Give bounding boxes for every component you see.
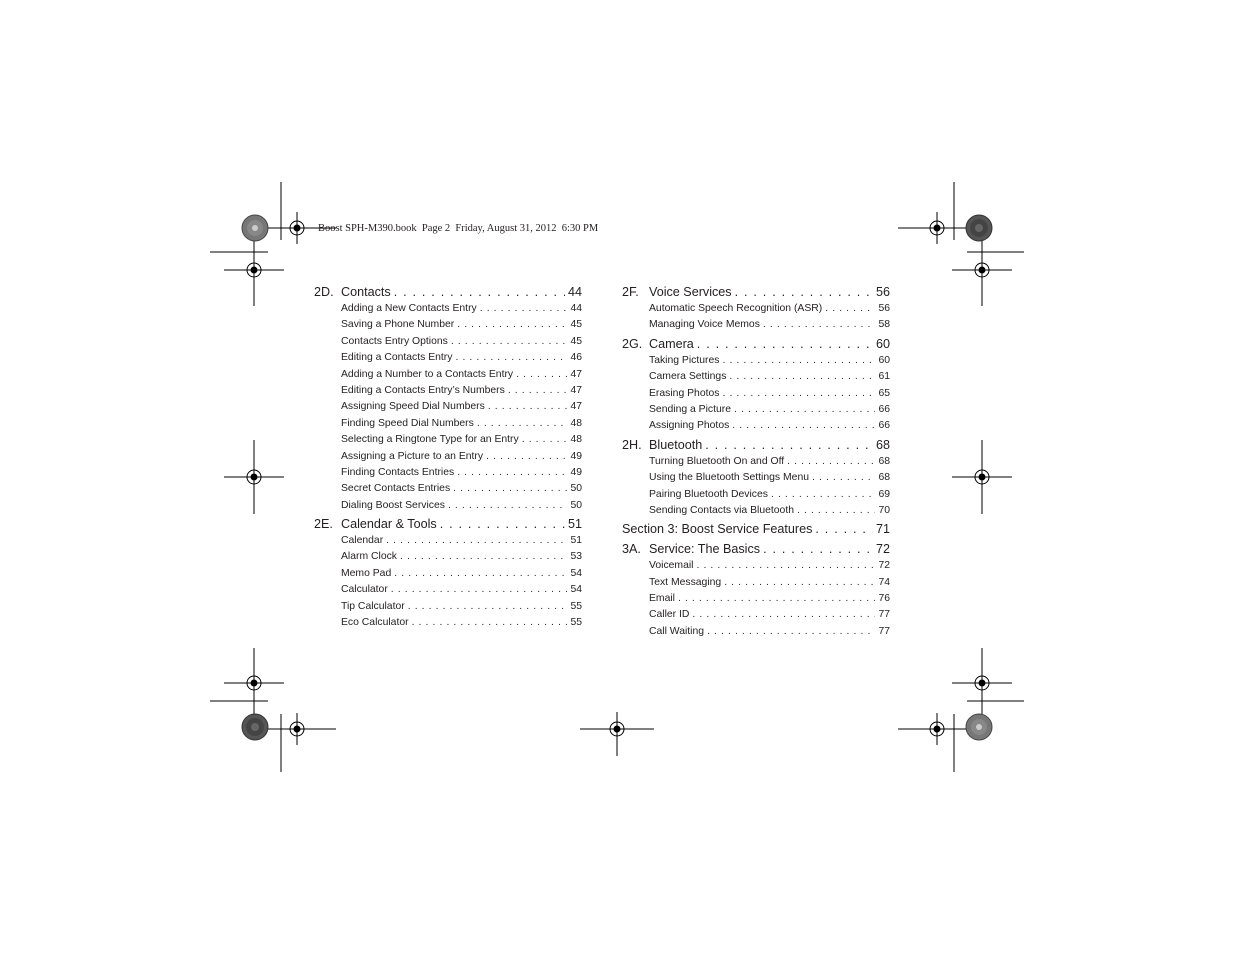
entry-title: Adding a New Contacts Entry: [341, 303, 477, 314]
entry-page: 54: [570, 567, 582, 579]
toc-entry[interactable]: [341, 383, 582, 399]
entry-title: Memo Pad: [341, 567, 392, 579]
toc-column-right: [622, 283, 890, 641]
dot-leader: [705, 436, 873, 454]
toc-entry[interactable]: [649, 591, 890, 607]
entry-title: Assigning Speed Dial Numbers: [341, 401, 485, 413]
dot-leader: [763, 317, 876, 333]
section-title: Bluetooth: [649, 437, 703, 452]
dot-leader: [455, 350, 567, 366]
dot-leader: [394, 566, 567, 582]
section-title: Voice Services: [649, 285, 732, 299]
entry-page: 50: [570, 483, 582, 495]
entry-page: 70: [878, 504, 890, 516]
entry-page: 48: [570, 417, 582, 429]
entry-page: 46: [570, 352, 582, 364]
entry-page: 49: [570, 466, 582, 478]
dot-leader: [763, 540, 873, 558]
toc-section[interactable]: [314, 515, 582, 533]
section-number: 2G.: [622, 336, 643, 351]
dot-leader: [678, 591, 875, 607]
toc-entry[interactable]: [649, 558, 890, 574]
dot-leader: [451, 334, 568, 350]
entry-page: 76: [878, 593, 890, 605]
toc-section[interactable]: [622, 335, 890, 353]
entry-title: Text Messaging: [649, 576, 722, 588]
dot-leader: [797, 503, 875, 519]
entry-page: 49: [570, 450, 582, 462]
dot-leader: [522, 432, 568, 448]
entry-page: 60: [878, 354, 890, 366]
entry-title: Dialing Boost Services: [341, 499, 445, 511]
entry-title: Using the Bluetooth Settings Menu: [649, 472, 809, 484]
toc-entry[interactable]: [341, 334, 582, 350]
toc-entry[interactable]: [341, 481, 582, 497]
toc-entry[interactable]: [649, 301, 890, 317]
dot-leader: [825, 301, 875, 317]
entry-title: Caller ID: [649, 609, 690, 621]
dot-leader: [477, 416, 568, 432]
dot-leader: [696, 558, 875, 574]
dot-leader: [707, 624, 875, 640]
entry-page: 68: [878, 455, 890, 467]
toc-entry[interactable]: [649, 353, 890, 369]
entry-title: Taking Pictures: [649, 354, 720, 366]
page-header: Boost SPH-M390.book Page 2 Friday, August 31, 2012 6:30 PM: [318, 223, 599, 234]
toc-entry[interactable]: [341, 533, 582, 549]
dot-leader: [408, 599, 568, 615]
section-page: 68: [875, 437, 890, 452]
section-number: 2E.: [314, 517, 333, 532]
entry-page: 66: [878, 420, 890, 432]
entry-title: Selecting a Ringtone Type for an Entry: [341, 434, 519, 446]
dot-leader: [732, 418, 875, 434]
section-page: 51: [567, 517, 582, 532]
toc-entry[interactable]: [649, 470, 890, 486]
entry-title: Assigning a Picture to an Entry: [341, 450, 484, 462]
entry-title: Automatic Speech Recognition (ASR): [649, 303, 823, 314]
entry-title: Secret Contacts Entries: [341, 483, 451, 495]
toc-entry[interactable]: [341, 498, 582, 514]
section-page: 44: [567, 285, 582, 299]
entry-title: Voicemail: [649, 560, 694, 572]
toc-entry[interactable]: [341, 416, 582, 432]
entry-title: Erasing Photos: [649, 387, 720, 399]
dot-leader: [729, 369, 875, 385]
toc-entry[interactable]: [649, 369, 890, 385]
toc-entry[interactable]: [341, 566, 582, 582]
toc-entry[interactable]: [341, 317, 582, 333]
toc-items: [649, 558, 890, 640]
toc-items: [649, 353, 890, 435]
entry-title: Tip Calculator: [341, 600, 405, 612]
entry-title: Editing a Contacts Entry’s Numbers: [341, 384, 505, 396]
dot-leader: [692, 607, 875, 623]
section-number: 3A.: [622, 542, 641, 557]
dot-leader: [440, 515, 565, 533]
toc-section[interactable]: [622, 436, 890, 454]
toc-section[interactable]: [622, 283, 890, 301]
toc-items: [341, 533, 582, 631]
toc-section[interactable]: [314, 283, 582, 301]
toc-entry[interactable]: [649, 454, 890, 470]
dot-leader: [787, 454, 875, 470]
entry-title: Finding Contacts Entries: [341, 466, 455, 478]
dot-leader: [412, 615, 568, 631]
toc-entry[interactable]: [649, 386, 890, 402]
section-number: 2F.: [622, 285, 639, 299]
section-title: Section 3: Boost Service Features: [622, 522, 813, 537]
dot-leader: [448, 498, 567, 514]
entry-page: 45: [570, 335, 582, 347]
dot-leader: [697, 335, 873, 353]
dot-leader: [508, 383, 568, 399]
toc-items: [649, 301, 890, 334]
entry-page: 69: [878, 488, 890, 500]
section-page: 72: [875, 542, 890, 557]
entry-title: Calculator: [341, 584, 388, 596]
entry-page: 54: [570, 584, 582, 596]
entry-page: 65: [878, 387, 890, 399]
entry-page: 55: [570, 617, 582, 629]
toc-section[interactable]: [622, 520, 890, 538]
dot-leader: [486, 449, 567, 465]
toc-items: [649, 454, 890, 520]
toc-items: [341, 301, 582, 514]
dot-leader: [400, 549, 567, 565]
entry-title: Alarm Clock: [341, 551, 398, 563]
entry-title: Assigning Photos: [649, 420, 730, 432]
entry-title: Contacts Entry Options: [341, 335, 448, 347]
toc-entry[interactable]: [341, 615, 582, 631]
entry-title: Turning Bluetooth On and Off: [649, 455, 785, 467]
entry-page: 47: [570, 368, 582, 380]
toc-column-left: [314, 283, 582, 632]
entry-page: 53: [570, 551, 582, 563]
section-title: Service: The Basics: [649, 542, 761, 557]
entry-title: Managing Voice Memos: [649, 319, 760, 331]
entry-page: 56: [878, 303, 890, 314]
toc-entry[interactable]: [649, 487, 890, 503]
section-title: Contacts: [341, 285, 391, 299]
toc-entry[interactable]: [649, 503, 890, 519]
entry-title: Call Waiting: [649, 625, 705, 637]
dot-leader: [771, 487, 875, 503]
entry-title: Sending a Picture: [649, 403, 732, 415]
toc-entry[interactable]: [649, 607, 890, 623]
entry-title: Adding a Number to a Contacts Entry: [341, 368, 514, 380]
entry-title: Calendar: [341, 535, 384, 547]
toc-entry[interactable]: [341, 350, 582, 366]
toc-entry[interactable]: [649, 317, 890, 333]
toc-entry[interactable]: [341, 432, 582, 448]
section-title: Calendar & Tools: [341, 517, 437, 532]
dot-leader: [488, 399, 568, 415]
entry-page: 61: [878, 371, 890, 383]
toc-entry[interactable]: [649, 575, 890, 591]
entry-title: Saving a Phone Number: [341, 319, 455, 331]
toc-entry[interactable]: [341, 465, 582, 481]
dot-leader: [815, 520, 873, 538]
entry-page: 77: [878, 625, 890, 637]
entry-page: 47: [570, 401, 582, 413]
entry-page: 72: [878, 560, 890, 572]
entry-title: Sending Contacts via Bluetooth: [649, 504, 794, 516]
section-page: 60: [875, 336, 890, 351]
entry-page: 45: [570, 319, 582, 331]
dot-leader: [812, 470, 875, 486]
section-title: Camera: [649, 336, 694, 351]
toc-entry[interactable]: [341, 367, 582, 383]
dot-leader: [386, 533, 567, 549]
toc-entry[interactable]: [341, 582, 582, 598]
section-number: 2H.: [622, 437, 642, 452]
dot-leader: [722, 386, 875, 402]
dot-leader: [391, 582, 568, 598]
entry-title: Email: [649, 593, 675, 605]
entry-title: Pairing Bluetooth Devices: [649, 488, 768, 500]
entry-page: 68: [878, 472, 890, 484]
section-page: 56: [875, 285, 890, 299]
dot-leader: [457, 465, 567, 481]
toc-entry[interactable]: [341, 399, 582, 415]
entry-page: 51: [570, 535, 582, 547]
toc-entry[interactable]: [341, 301, 582, 317]
toc-entry[interactable]: [649, 624, 890, 640]
dot-leader: [480, 301, 568, 317]
dot-leader: [394, 283, 565, 301]
entry-title: Camera Settings: [649, 371, 727, 383]
section-number: 2D.: [314, 285, 334, 299]
entry-page: 55: [570, 600, 582, 612]
toc-section[interactable]: [622, 540, 890, 558]
toc-entry[interactable]: [341, 549, 582, 565]
entry-title: Eco Calculator: [341, 617, 409, 629]
dot-leader: [724, 575, 875, 591]
toc-entry[interactable]: [341, 449, 582, 465]
entry-page: 44: [570, 303, 582, 314]
dot-leader: [734, 402, 875, 418]
entry-page: 47: [570, 384, 582, 396]
entry-page: 66: [878, 403, 890, 415]
toc-entry[interactable]: [341, 599, 582, 615]
toc-entry[interactable]: [649, 418, 890, 434]
toc-entry[interactable]: [649, 402, 890, 418]
dot-leader: [516, 367, 567, 383]
entry-page: 48: [570, 434, 582, 446]
dot-leader: [722, 353, 875, 369]
entry-page: 74: [878, 576, 890, 588]
dot-leader: [735, 283, 873, 301]
entry-title: Finding Speed Dial Numbers: [341, 417, 474, 429]
section-page: 71: [875, 522, 890, 537]
entry-page: 77: [878, 609, 890, 621]
entry-page: 50: [570, 499, 582, 511]
dot-leader: [457, 317, 567, 333]
entry-title: Editing a Contacts Entry: [341, 352, 453, 364]
entry-page: 58: [878, 319, 890, 331]
dot-leader: [453, 481, 567, 497]
